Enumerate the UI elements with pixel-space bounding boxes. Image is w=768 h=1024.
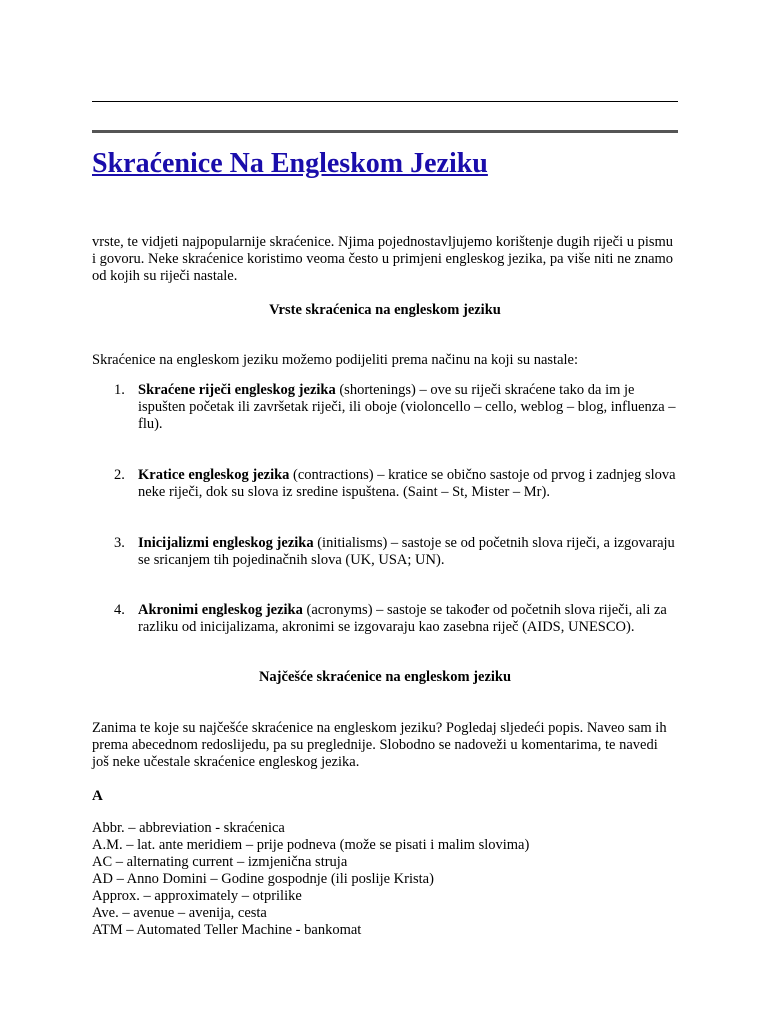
list-item-description: (acronyms) – sastoje se također od početnih slova riječi, ali za razliku od inicijalizama, akronimi se izgovaraju kao zasebna riječ (AIDS, UNESCO). bbox=[138, 602, 667, 635]
common-lead-paragraph: Zanima te koje su najčešće skraćenice na engleskom jeziku? Pogledaj sljedeći popis. Naveo sam ih prema abecednom redoslijedu, pa su preglednije. Slobodno se nadoveži u komentarima, te navedi još neke učestale skraćenice engleskog jezika. bbox=[92, 720, 667, 770]
list-item-description: (shortenings) – ove su riječi skraćene tako da im je ispušten početak ili završetak riječi, ili oboje (violoncello – cello, weblog – blog, influenza – flu). bbox=[138, 382, 676, 432]
list-item-description: (contractions) – kratice se obično sastoje od prvog i zadnjeg slova neke riječi, dok su slova iz sredine ispuštena. (Saint – St, Mister – Mr). bbox=[138, 467, 676, 500]
abbreviation-item: Ave. – avenue – avenija, cesta bbox=[92, 905, 267, 921]
abbreviation-item: Abbr. – abbreviation - skraćenica bbox=[92, 820, 285, 836]
list-number: 4. bbox=[114, 602, 125, 618]
list-item-term: Inicijalizmi engleskog jezika bbox=[138, 535, 314, 551]
horizontal-rule-thick bbox=[92, 130, 678, 133]
abbreviation-item: AD – Anno Domini – Godine gospodnje (ili poslije Krista) bbox=[92, 871, 434, 887]
list-item-text bbox=[138, 535, 682, 569]
section-heading-common: Najčešće skraćenice na engleskom jeziku bbox=[258, 669, 512, 685]
abbreviation-item: ATM – Automated Teller Machine - bankomat bbox=[92, 922, 362, 938]
list-item-term: Akronimi engleskog jezika bbox=[138, 602, 303, 618]
page-title[interactable]: Skraćenice Na Engleskom Jeziku bbox=[92, 148, 488, 179]
list-number: 2. bbox=[114, 467, 125, 483]
intro-paragraph: vrste, te vidjeti najpopularnije skraćenice. Njima pojednostavljujemo korištenje dugih riječi u pismu i govoru. Neke skraćenice koristimo veoma često u primjeni engleskog jezika, pa više niti ne znamo od kojih su riječi nastale. bbox=[92, 234, 674, 284]
list-item-text bbox=[138, 382, 682, 433]
alphabet-letter-heading: A bbox=[92, 788, 103, 804]
list-item-text bbox=[138, 467, 682, 501]
list-item-term: Skraćene riječi engleskog jezika bbox=[138, 382, 336, 398]
horizontal-rule bbox=[92, 101, 678, 102]
list-item-description: (initialisms) – sastoje se od početnih slova riječi, a izgovaraju se sricanjem tih pojedinačnih slova (UK, USA; UN). bbox=[138, 535, 675, 568]
types-lead-paragraph: Skraćenice na engleskom jeziku možemo podijeliti prema načinu na koji su nastale: bbox=[92, 352, 578, 368]
section-heading-types: Vrste skraćenica na engleskom jeziku bbox=[269, 302, 501, 318]
abbreviation-list bbox=[92, 820, 529, 939]
abbreviation-item: A.M. – lat. ante meridiem – prije podneva (može se pisati i malim slovima) bbox=[92, 837, 530, 853]
list-number: 1. bbox=[114, 382, 125, 398]
abbreviation-item: AC – alternating current – izmjenična struja bbox=[92, 854, 348, 870]
list-item-term: Kratice engleskog jezika bbox=[138, 467, 290, 483]
abbreviation-item: Approx. – approximately – otprilike bbox=[92, 888, 302, 904]
list-item-text bbox=[138, 602, 682, 636]
list-number: 3. bbox=[114, 535, 125, 551]
